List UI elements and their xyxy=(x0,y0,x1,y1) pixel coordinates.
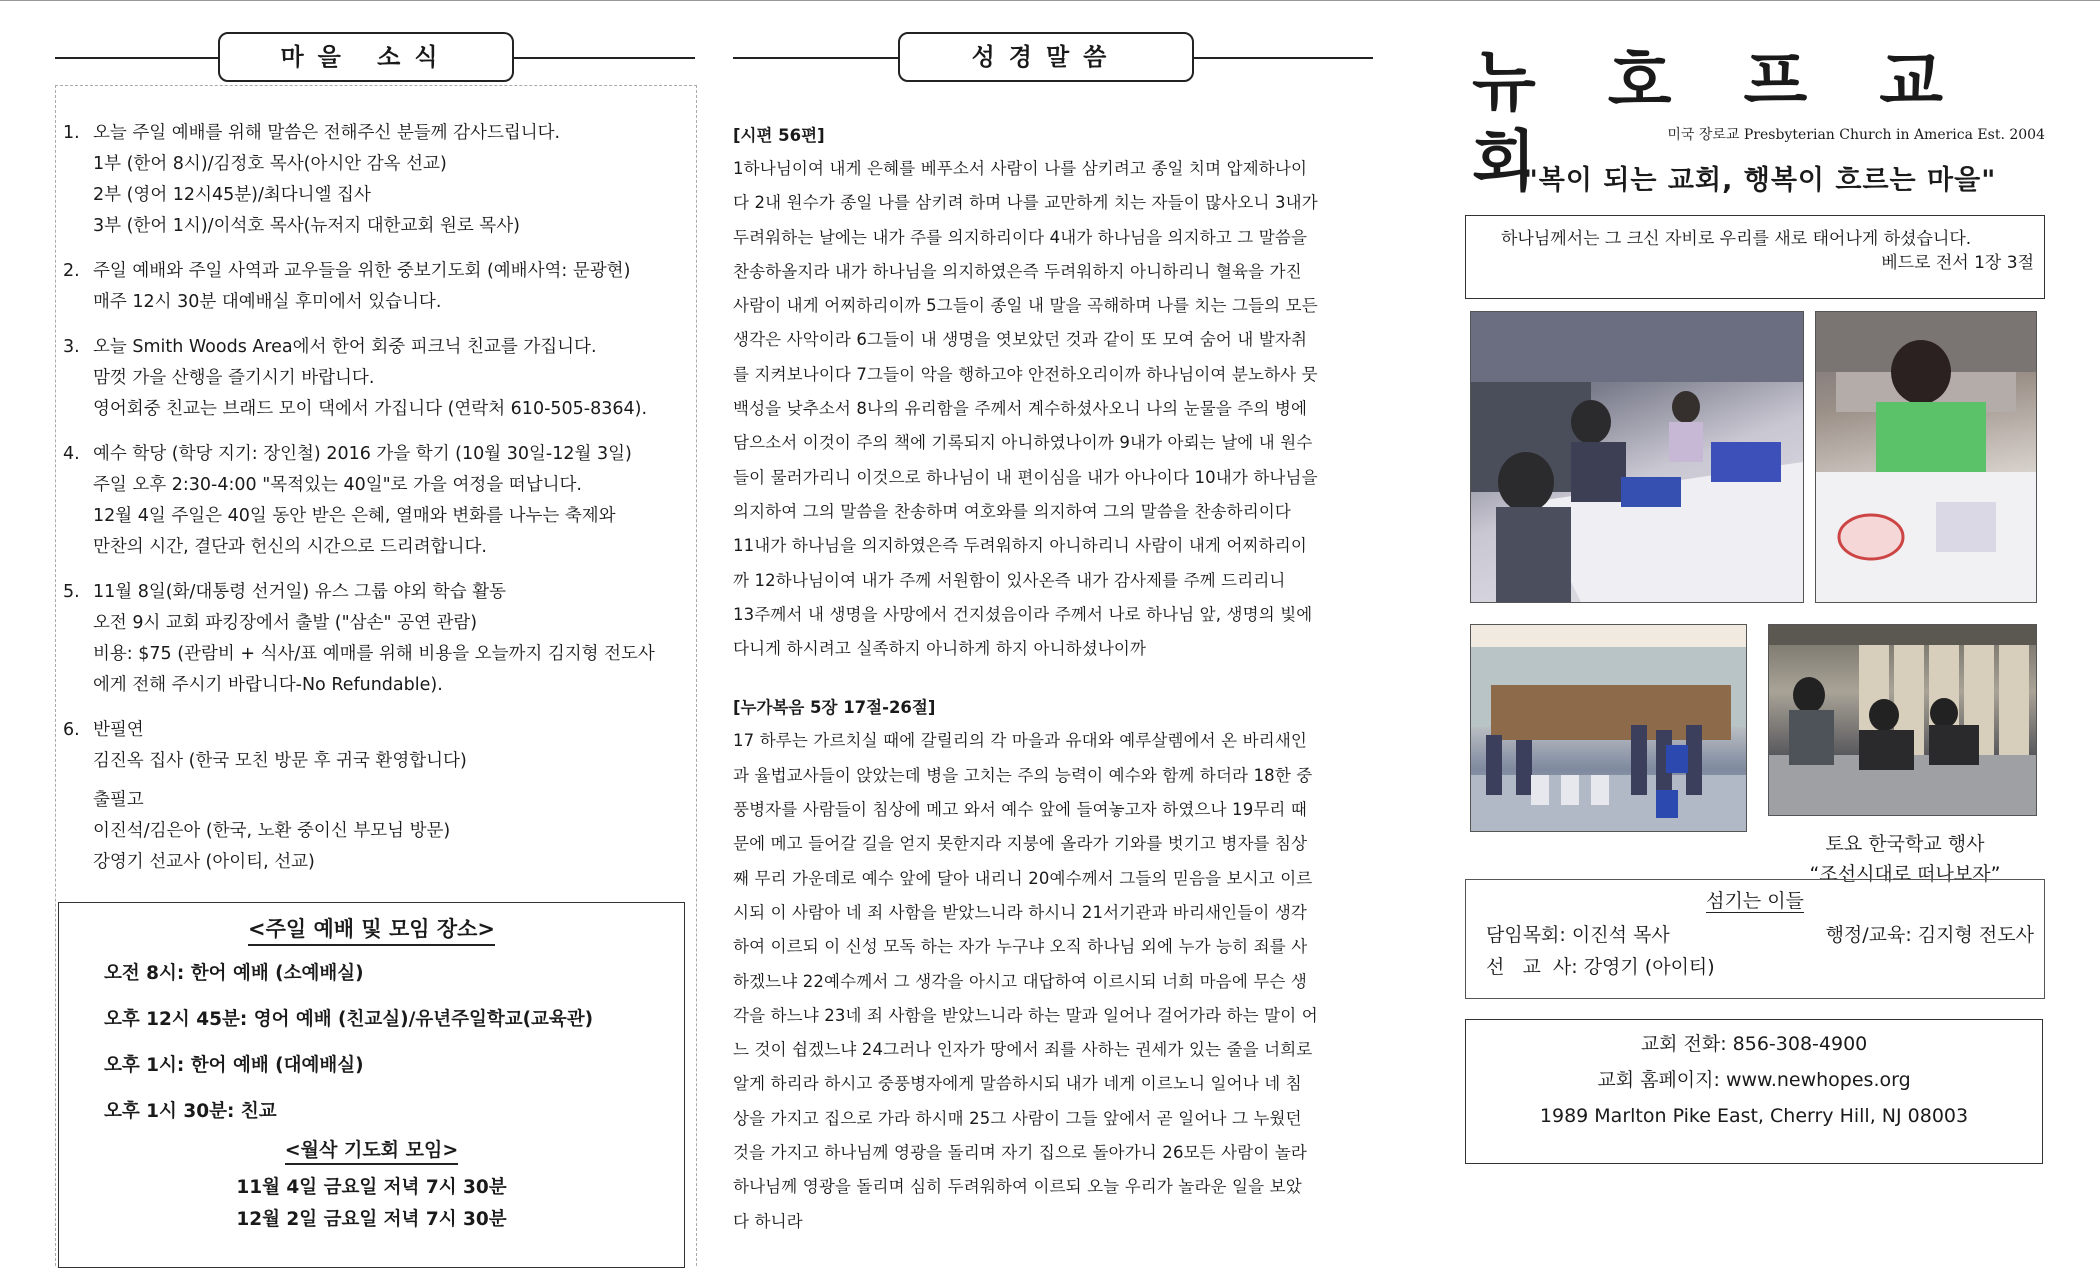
news-line: 김진옥 집사 (한국 모친 방문 후 귀국 환영합니다) xyxy=(93,751,467,771)
verse-line: 사람이 내게 어찌하리이까 5그들이 종일 내 말을 곡해하며 나를 치는 그들의 모든 xyxy=(733,296,1318,316)
prayer-row: 11월 4일 금요일 저녁 7시 30분 xyxy=(236,1177,507,1198)
verse-line: 두려워하는 날에는 내가 주를 의지하리이다 4내가 하나님을 의지하고 그 말씀을 xyxy=(733,227,1308,247)
news-item xyxy=(61,577,691,701)
worship-row: 오후 12시 45분: 영어 예배 (친교실)/유년주일학교(교육관) xyxy=(104,1009,594,1030)
church-address: 1989 Marlton Pike East, Cherry Hill, NJ 08003 xyxy=(1539,1105,1969,1127)
news-line: 오늘 주일 예배를 위해 말씀은 전해주신 분들께 감사드립니다. xyxy=(93,123,561,143)
news-item-number: 6. xyxy=(63,720,80,740)
worship-row: 오후 1시: 한어 예배 (대예배실) xyxy=(104,1055,364,1076)
verse-line: 찬송하올지라 내가 하나님을 의지하였은즉 두려워하지 아니하리니 혈육을 가진 xyxy=(733,261,1302,281)
verse-line: 시되 이 사람아 네 죄 사함을 받았느니라 하시니 21서기관과 바리새인들이 생각 xyxy=(733,902,1308,922)
verse-line: 상을 가지고 집으로 가라 하시매 25그 사람이 그들 앞에서 곧 일어나 그 누웠던 xyxy=(733,1108,1302,1128)
photo-youth-floor xyxy=(1768,624,2037,816)
verse-line: 까 12하나님이여 내가 주께 서원함이 있사온즉 내가 감사제를 주께 드리리니 xyxy=(733,570,1286,590)
scripture-reference: 베드로 전서 1장 3절 xyxy=(1881,253,2034,273)
news-line: 오늘 Smith Woods Area에서 한어 회중 피크닉 친교를 가집니다. xyxy=(93,337,597,357)
news-line: 영어회중 친교는 브래드 모이 댁에서 가집니다 (연락처 610-505-8364). xyxy=(93,399,648,419)
verse-line: 백성을 낮추소서 8나의 유리함을 주께서 계수하셨사오니 나의 눈물을 주의 병에 xyxy=(733,399,1308,419)
verse-line: 13주께서 내 생명을 사망에서 건지셨음이라 주께서 나로 하나님 앞, 생명의 빛에 xyxy=(733,604,1313,624)
verse-line: 들이 물러가리니 이것으로 하나님이 내 편이심을 내가 아나이다 10내가 하나님을 xyxy=(733,467,1318,487)
verse-line: 느 것이 쉽겠느냐 24그러나 인자가 땅에서 죄를 사하는 권세가 있는 줄을 너희로 xyxy=(733,1040,1313,1060)
staff-admin: 행정/교육: 김지형 전도사 xyxy=(1825,924,2034,946)
verse-line: 다 2내 원수가 종일 나를 삼키려 하며 나를 교만하게 치는 자들이 많사오니 3내가 xyxy=(733,193,1318,213)
news-item xyxy=(61,256,691,318)
news-line: 강영기 선교사 (아이티, 선교) xyxy=(93,852,315,872)
news-header xyxy=(55,30,695,90)
top-border xyxy=(0,0,2100,1)
news-line: 오전 9시 교회 파킹장에서 출발 ("삼손" 공연 관람) xyxy=(93,613,478,633)
news-item-number: 3. xyxy=(63,337,80,357)
news-line: 반필연 xyxy=(93,720,144,740)
verse-line: 알게 하리라 하시고 중풍병자에게 말씀하시되 내가 네게 이르노니 일어나 네 침 xyxy=(733,1074,1302,1094)
worship-schedule-box xyxy=(58,902,685,1268)
news-line: 만찬의 시간, 결단과 헌신의 시간으로 드리려합니다. xyxy=(93,537,487,557)
news-line: 2부 (영어 12시45분)/최다니엘 집사 xyxy=(93,185,371,205)
psalm-title: [시편 56편] xyxy=(733,126,825,145)
staff-missionary: 선 교 사: 강영기 (아이티) xyxy=(1486,956,1715,978)
news-line: 비용: $75 (관람비 + 식사/표 예매를 위해 비용을 오늘까지 김지형 전도사 xyxy=(93,644,655,664)
photo-girl-crafting xyxy=(1815,311,2037,603)
news-line: 3부 (한어 1시)/이석호 목사(뉴저지 대한교회 원로 목사) xyxy=(93,216,520,236)
news-list xyxy=(61,118,691,892)
verse-line: 각을 하느냐 23네 죄 사함을 받았느니라 하는 말과 일어나 걸어가라 하는 말이 어 xyxy=(733,1005,1318,1025)
staff-pastor: 담임목회: 이진석 목사 xyxy=(1486,924,1670,946)
news-line: 매주 12시 30분 대예배실 후미에서 있습니다. xyxy=(93,292,442,312)
verse-line: 의지하여 그의 말씀을 찬송하며 여호와를 의지하여 그의 말씀을 찬송하리이다 xyxy=(733,501,1292,521)
prayer-title: <월삭 기도회 모임> xyxy=(285,1139,459,1165)
verse-line: 하나님께 영광을 돌리며 심히 두려워하여 이르되 오늘 우리가 놀라운 일을 보았 xyxy=(733,1177,1302,1197)
scripture-box xyxy=(1465,215,2045,299)
verse-line: 하겠느냐 22예수께서 그 생각을 아시고 대답하여 이르시되 너희 마음에 무슨 생 xyxy=(733,971,1308,991)
photo-group-mural xyxy=(1470,624,1747,832)
news-line: 1부 (한어 8시)/김정호 목사(아시안 감옥 선교) xyxy=(93,154,447,174)
news-item-number: 5. xyxy=(63,582,80,602)
news-line: 에게 전해 주시기 바랍니다-No Refundable). xyxy=(93,675,443,695)
photo-caption-line: “조선시대로 떠나보자” xyxy=(1809,863,2001,885)
staff-title: 섬기는 이들 xyxy=(1706,890,1804,912)
scripture-header xyxy=(733,30,1373,90)
scripture-text: 하나님께서는 그 크신 자비로 우리를 새로 태어나게 하셨습니다. xyxy=(1501,229,1972,249)
verse-line: 1하나님이여 내게 은혜를 베푸소서 사람이 나를 삼키려고 종일 치며 압제하나이 xyxy=(733,159,1308,178)
psalm-text xyxy=(733,152,1373,666)
news-line: 예수 학당 (학당 지기: 장인철) 2016 가을 학기 (10월 30일-12월 3일) xyxy=(93,444,632,464)
church-column xyxy=(1460,30,2060,1164)
news-line: 주일 예배와 주일 사역과 교우들을 위한 중보기도회 (예배사역: 문광현) xyxy=(93,261,631,281)
news-line: 12월 4일 주일은 40일 동안 받은 은혜, 열매와 변화를 나누는 축제와 xyxy=(93,506,616,526)
news-item-number: 4. xyxy=(63,444,80,464)
church-subtitle: 미국 장로교 Presbyterian Church in America Est. 2004 xyxy=(1667,127,2045,143)
news-item-number: 2. xyxy=(63,261,80,281)
luke-text xyxy=(733,724,1373,1238)
news-column xyxy=(55,30,695,1230)
photo-gallery xyxy=(1460,311,2060,885)
verse-line: 17 하루는 가르치실 때에 갈릴리의 각 마을과 유대와 예루살렘에서 온 바리새인 xyxy=(733,731,1308,751)
scripture-column xyxy=(733,30,1373,1239)
news-line: 출필고 xyxy=(93,790,144,810)
contact-box xyxy=(1465,1019,2043,1164)
news-header-label: 마을 소식 xyxy=(218,32,514,82)
news-item xyxy=(61,439,691,563)
staff-box xyxy=(1465,879,2045,999)
scripture-header-label: 성경말씀 xyxy=(898,32,1194,82)
prayer-row: 12월 2일 금요일 저녁 7시 30분 xyxy=(236,1209,507,1230)
church-homepage[interactable]: 교회 홈페이지: www.newhopes.org xyxy=(1597,1069,1911,1091)
worship-row: 오후 1시 30분: 친교 xyxy=(104,1101,277,1122)
verse-line: 하여 이르되 이 신성 모독 하는 자가 누구냐 오직 하나님 외에 누가 능히 죄를 사 xyxy=(733,937,1308,957)
luke-title: [누가복음 5장 17절-26절] xyxy=(733,698,936,718)
verse-line: 풍병자를 사람들이 침상에 메고 와서 예수 앞에 들여놓고자 하였으나 19무리 때 xyxy=(733,800,1308,820)
news-line: 이진석/김은아 (한국, 노환 중이신 부모님 방문) xyxy=(93,821,451,841)
news-item-number: 1. xyxy=(63,123,80,143)
verse-line: 11내가 하나님을 의지하였은즉 두려워하지 아니하리니 사람이 내게 어찌하리이 xyxy=(733,536,1307,556)
news-item xyxy=(61,332,691,425)
news-line: 11월 8일(화/대통령 선거일) 유스 그룹 야외 학습 활동 xyxy=(93,582,507,602)
news-item xyxy=(61,715,691,878)
verse-line: 생각은 사악이라 6그들이 내 생명을 엿보았던 것과 같이 또 모여 숨어 내 발자취 xyxy=(733,330,1308,350)
church-phone: 교회 전화: 856-308-4900 xyxy=(1640,1033,1868,1055)
news-line: 주일 오후 2:30-4:00 "목적있는 40일"로 가을 여정을 떠납니다. xyxy=(93,475,582,495)
church-motto: "복이 되는 교회, 행복이 흐르는 마을" xyxy=(1523,165,1997,196)
verse-line: 째 무리 가운데로 예수 앞에 달아 내리니 20예수께서 그들의 믿음을 보시고 이르 xyxy=(733,868,1313,888)
verse-line: 다 하니라 xyxy=(733,1211,803,1231)
verse-line: 담으소서 이것이 주의 책에 기록되지 아니하였나이까 9내가 아뢰는 날에 내 원수 xyxy=(733,433,1313,453)
photo-classroom xyxy=(1470,311,1804,603)
verse-line: 문에 메고 들어갈 길을 얻지 못한지라 지붕에 올라가 기와를 벗기고 병자를 침상 xyxy=(733,834,1308,854)
worship-title: <주일 예배 및 모임 장소> xyxy=(248,917,495,946)
verse-line: 를 지켜보나이다 7그들이 악을 행하고야 안전하오리이까 하나님이여 분노하사 뭇 xyxy=(733,364,1318,384)
news-line: 맘껏 가을 산행을 즐기시기 바랍니다. xyxy=(93,368,375,388)
verse-line: 것을 가지고 하나님께 영광을 돌리며 자기 집으로 돌아가니 26모든 사람이 놀라 xyxy=(733,1143,1308,1163)
worship-row: 오전 8시: 한어 예배 (소예배실) xyxy=(104,963,364,984)
photo-caption-line: 토요 한국학교 행사 xyxy=(1825,833,1985,855)
church-name: 뉴호프교회 xyxy=(1472,43,2016,200)
verse-line: 다니게 하시려고 실족하지 아니하게 하지 아니하셨나이까 xyxy=(733,639,1147,659)
news-item xyxy=(61,118,691,242)
verse-line: 과 율법교사들이 앉았는데 병을 고치는 주의 능력이 예수와 함께 하더라 18한 중 xyxy=(733,765,1313,785)
